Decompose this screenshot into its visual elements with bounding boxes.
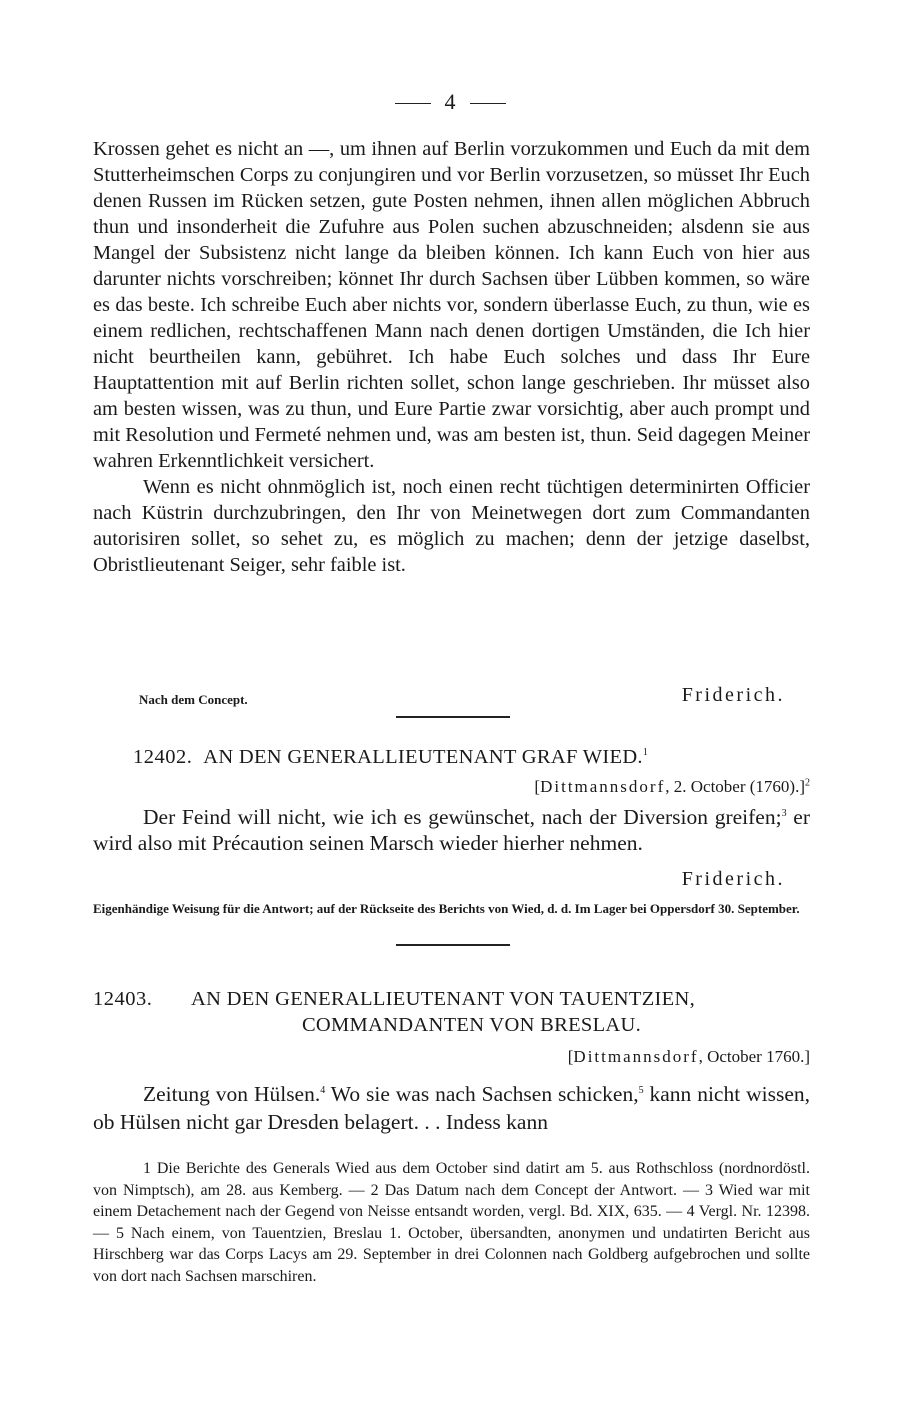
letter-heading-12403 — [93, 986, 810, 1038]
section-divider — [396, 944, 510, 946]
letter-body-12402 — [93, 804, 810, 856]
paragraph-1: Krossen gehet es nicht an —, um ihnen auf Berlin vorzukommen und Euch da mit dem Stutterheimschen Corps zu conjungiren und vor Berlin vorzusetzen, so müsset Ihr Euch denen Russen im Rücken setzen, gute Posten nehmen, ihnen allen möglichen Abbruch thun und insonderheit die Zufuhre aus Polen suchen abzuschneiden; alsdenn sie aus Mangel der Subsistenz nicht lange da bleiben können. Ich kann Euch von hier aus darunter nichts vorschreiben; könnet Ihr durch Sachsen über Lübben kommen, so wäre es das beste. Ich schreibe Euch aber nichts vor, sondern überlasse Euch, zu thun, wie es einem redlichen, rechtschaffenen Mann nach denen dortigen Umständen, die Ich hier nicht beurtheilen kann, gebühret. Ich habe Euch solches und dass Ihr Eure Hauptattention mit auf Berlin richten sollet, schon lange geschrieben. Ihr müsset also am besten wissen, was zu thun, und Eure Partie zwar vorsichtig, aber auch prompt und mit Resolution und Fermeté nehmen und, was am besten ist, thun. Seid dagegen Meiner wahren Erkenntlichkeit versichert. — [93, 138, 810, 472]
letter-number: 12402. — [133, 746, 193, 768]
footnote-ref: 4 — [320, 1084, 326, 1096]
heading-line-1 — [93, 986, 810, 1012]
date-place: Dittmannsdorf — [573, 1047, 699, 1066]
footnote-ref: 3 — [781, 807, 787, 819]
letter-continuation — [93, 136, 810, 578]
letter-text — [93, 804, 810, 856]
letter-number: 12403. — [93, 988, 153, 1010]
page-number-dash-right — [470, 103, 506, 104]
signature: Friderich. — [681, 868, 785, 890]
source-note: Nach dem Concept. — [139, 692, 248, 707]
letter-text-part: Wo sie was nach Sachsen schicken, — [325, 1082, 639, 1106]
date-text: , 2. October (1760).] — [665, 777, 805, 796]
letter-date-12403 — [568, 1046, 810, 1068]
footnotes — [93, 1158, 810, 1287]
letter-text-part: er wird also mit Précaution seinen Marsch wieder hierher nehmen. — [93, 805, 810, 855]
paragraph-2: Wenn es nicht ohnmöglich ist, noch einen recht tüchtigen determinirten Officier nach Küstrin durchzubringen, den Ihr von Meinetwegen dort zum Commandanten autorisiren sollet, so sehet zu, es möglich zu machen; denn der jetzige daselbst, Obristlieutenant Seiger, sehr faible ist. — [93, 476, 810, 576]
footnote-text: 1 Die Berichte des Generals Wied aus dem October sind datirt am 5. aus Rothschloss (nordnordöstl. von Nimptsch), am 28. aus Kemberg. — 2 Das Datum nach dem Concept der Antwort. — 3 Wied war mit einem Detachement nach der Gegend von Neisse entsandt worden, vergl. Bd. XIX, 635. — 4 Vergl. Nr. 12398. — 5 Nach einem, von Tauentzien, Breslau 1. October, übersandten, anonymen und undatirten Bericht aus Hirschberg war das Corps Lacys am 29. September in drei Colonnen nach Goldberg aufgebrochen und sollte von dort nach Sachsen marschiren. — [93, 1160, 810, 1285]
letter-addressee: AN DEN GENERALLIEUTENANT VON TAUENTZIEN, — [191, 988, 695, 1010]
letter-text-part: kann nicht wissen, ob Hülsen nicht gar Dresden belagert. . . Indess kann — [93, 1082, 810, 1134]
letter-addressee: AN DEN GENERALLIEUTENANT GRAF WIED. — [203, 746, 643, 768]
source-note: Eigenhändige Weisung für die Antwort; auf der Rückseite des Berichts von Wied, d. d. Im Lager bei Oppersdorf 30. September. — [93, 901, 800, 916]
letter-text — [93, 1080, 810, 1136]
page-number-dash-left — [395, 103, 431, 104]
section-divider — [396, 716, 510, 718]
footnote-ref: 5 — [638, 1084, 644, 1096]
closing-line-2 — [93, 868, 810, 894]
letter-addressee-line2: COMMANDANTEN VON BRESLAU. — [301, 1014, 642, 1036]
signature: Friderich. — [681, 684, 785, 706]
date-bracket: [ — [567, 1047, 574, 1066]
letter-text-part: Der Feind will nicht, wie ich es gewünschet, nach der Diversion greifen; — [143, 805, 782, 829]
page-number — [0, 88, 900, 116]
letter-text-part: Zeitung von Hülsen. — [143, 1082, 321, 1106]
letter-heading-12402 — [133, 744, 813, 770]
letter-body-12403 — [93, 1080, 810, 1136]
date-text: , October 1760.] — [698, 1047, 810, 1066]
closing-line-1 — [93, 684, 810, 710]
date-place: Dittmannsdorf — [540, 777, 666, 796]
date-bracket: [ — [534, 777, 541, 796]
page-number-value: 4 — [444, 89, 456, 114]
footnote-ref: 1 — [642, 747, 649, 759]
letter-date-12402 — [534, 776, 810, 798]
footnote-ref: 2 — [805, 777, 810, 789]
